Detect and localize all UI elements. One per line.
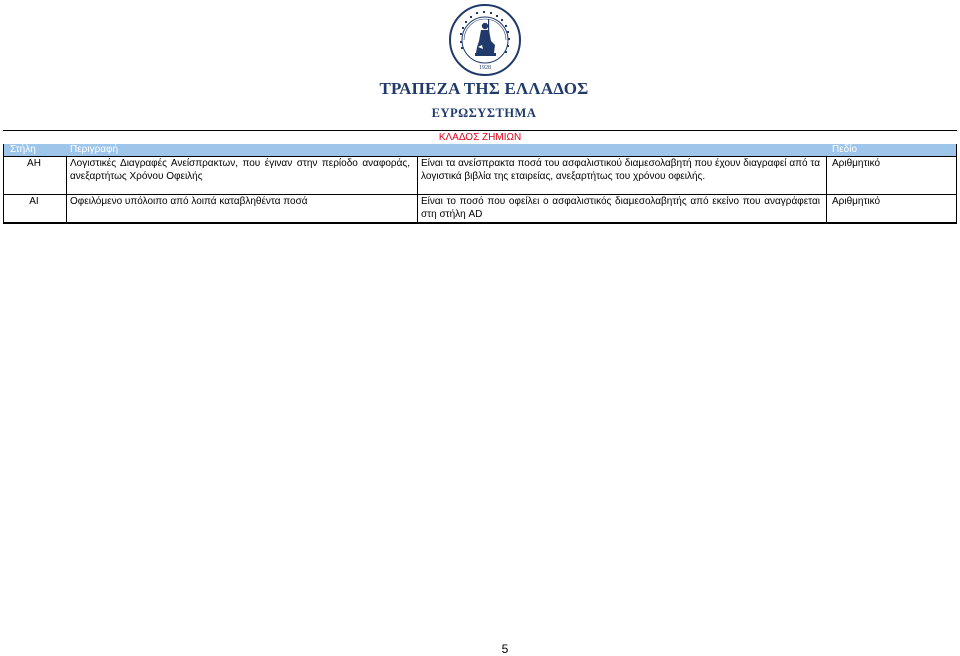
- column-header-description: Περιγραφή: [70, 144, 119, 155]
- row-definition: Είναι τα ανείσπρακτα ποσά του ασφαλιστικού διαμεσολαβητή που έχουν διαγραφεί από τα λογιστικά βιβλία της εταιρείας, ανεξαρτήτως του χρόνου οφειλής.: [421, 158, 820, 182]
- row-field-type: Αριθμητικό: [832, 158, 881, 169]
- bank-name: ΤΡΑΠΕΖΑ ΤΗΣ ΕΛΛΑΔΟΣ: [379, 79, 589, 98]
- svg-text:1928: 1928: [479, 65, 491, 71]
- column-header-field: Πεδίο: [832, 144, 858, 155]
- table-row: [3, 194, 957, 224]
- row-column-code: AH: [27, 158, 41, 169]
- section-title: ΚΛΑΔΟΣ ΖΗΜΙΩΝ: [438, 132, 522, 143]
- row-definition: Είναι το ποσό που οφείλει ο ασφαλιστικός διαμεσολαβητής από εκείνο που αναγράφεται στη στήλη AD: [421, 196, 820, 220]
- document-header: [0, 0, 960, 125]
- section-title-row: [3, 130, 957, 144]
- row-field-type: Αριθμητικό: [832, 196, 881, 207]
- bank-of-greece-seal-icon: [448, 3, 522, 77]
- column-header-column: Στήλη: [10, 144, 36, 155]
- table-row: [3, 156, 957, 194]
- eurosystem-label: ΕΥΡΩΣΥΣΤΗΜΑ: [431, 106, 537, 120]
- data-dictionary-table: [3, 130, 957, 224]
- row-description: Οφειλόμενο υπόλοιπο από λοιπά καταβληθέντα ποσά: [70, 196, 308, 207]
- table-header-row: [3, 144, 957, 156]
- row-description: Λογιστικές Διαγραφές Ανείσπρακτων, που έγιναν στην περίοδο αναφοράς, ανεξαρτήτως Χρόνου Οφειλής: [70, 158, 410, 182]
- row-column-code: AI: [29, 196, 39, 207]
- page-number: 5: [501, 642, 509, 656]
